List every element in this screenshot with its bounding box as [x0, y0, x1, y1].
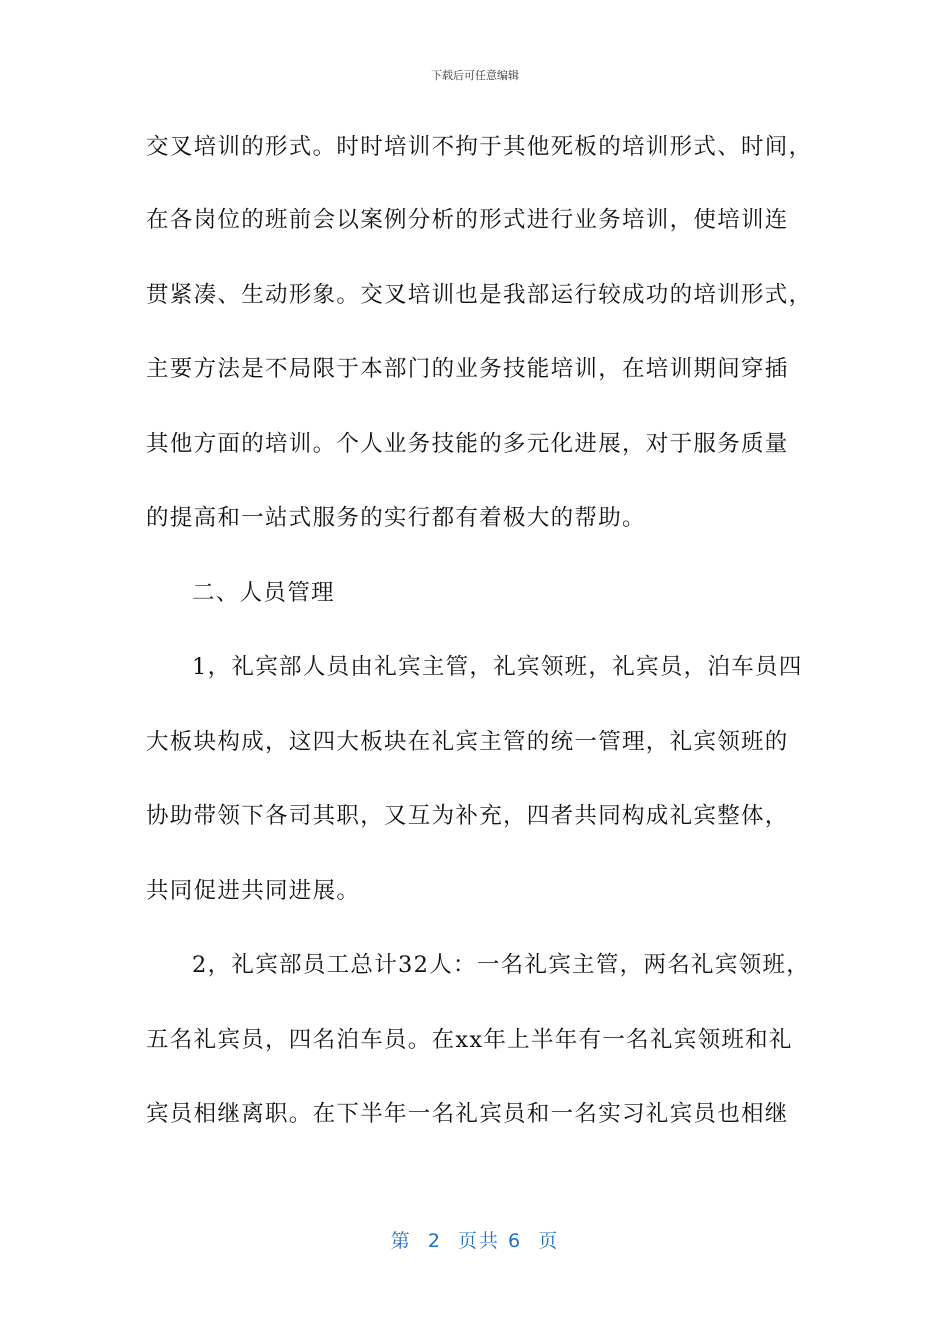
text-line: 协助带领下各司其职，又互为补充，四者共同构成礼宾整体，	[146, 803, 789, 829]
text-line: 交叉培训的形式。时时培训不拘于其他死板的培训形式、时间，	[146, 134, 813, 160]
text-line: 的提高和一站式服务的实行都有着极大的帮助。	[146, 505, 646, 531]
text-line: 宾员相继离职。在下半年一名礼宾员和一名实习礼宾员也相继	[146, 1101, 789, 1127]
text-line: 1，礼宾部人员由礼宾主管，礼宾领班，礼宾员，泊车员四	[192, 654, 803, 680]
section-heading: 二、人员管理	[192, 580, 335, 606]
text-line: 2，礼宾部员工总计32人：一名礼宾主管，两名礼宾领班，	[192, 952, 811, 978]
text-line: 大板块构成，这四大板块在礼宾主管的统一管理，礼宾领班的	[146, 729, 789, 755]
text-line: 五名礼宾员，四名泊车员。在xx年上半年有一名礼宾领班和礼	[146, 1027, 793, 1053]
text-line: 主要方法是不局限于本部门的业务技能培训，在培训期间穿插	[146, 356, 789, 382]
page-header-note: 下载后可任意编辑	[431, 69, 519, 82]
text-line: 共同促进共同进展。	[146, 878, 361, 904]
text-line: 贯紧凑、生动形象。交叉培训也是我部运行较成功的培训形式，	[146, 282, 813, 308]
page-number-footer: 第 2 页共 6 页	[390, 1230, 560, 1252]
text-line: 在各岗位的班前会以案例分析的形式进行业务培训，使培训连	[146, 207, 789, 233]
text-line: 其他方面的培训。个人业务技能的多元化进展，对于服务质量	[146, 431, 789, 457]
